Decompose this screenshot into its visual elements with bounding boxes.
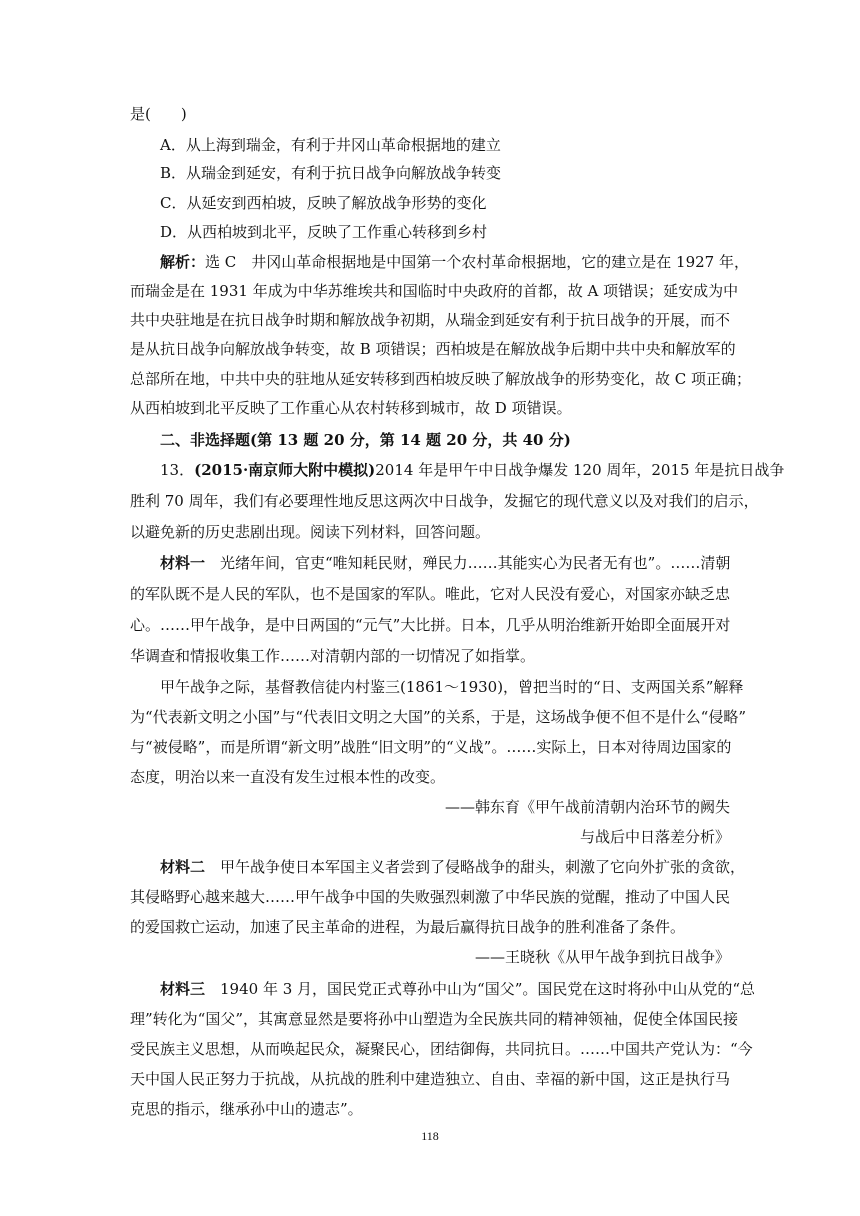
material3-line: 克思的指示，继承孙中山的遗志”。 (130, 1100, 363, 1118)
analysis-line: 总部所在地，中共中央的驻地从延安转移到西柏坡反映了解放战争的形势变化，故 C 项正确； (130, 370, 752, 388)
material3-label: 材料三 (160, 980, 206, 998)
option-d: D．从西柏坡到北平，反映了工作重心转移到乡村 (160, 223, 488, 241)
question13-intro-line: 胜利 70 周年，我们有必要理性地反思这两次中日战争，发掘它的现代意义以及对我们的启示， (130, 492, 759, 510)
analysis-text: 选 C 井冈山革命根据地是中国第一个农村革命根据地，它的建立是在 1927 年， (205, 253, 749, 271)
material1-para2-first: 甲午战争之际，基督教信徒内村鉴三(1861～1930)，曾把当时的“日、支两国关系”解释 (160, 678, 744, 696)
material2-line: 的爱国救亡运动，加速了民主革命的进程，为最后赢得抗日战争的胜利准备了条件。 (130, 918, 686, 936)
analysis-line: 共中央驻地是在抗日战争时期和解放战争初期，从瑞金到延安有利于抗日战争的开展，而不 (130, 311, 731, 329)
option-a: A．从上海到瑞金，有利于井冈山革命根据地的建立 (160, 136, 501, 154)
material2-text: 甲午战争使日本军国主义者尝到了侵略战争的甜头，刺激了它向外扩张的贪欲， (205, 858, 746, 876)
material2-line: 其侵略野心越来越大……甲午战争中国的失败强烈刺激了中华民族的觉醒，推动了中国人民 (130, 888, 731, 906)
material1-citation: 与战后中日落差分析》 (579, 828, 730, 846)
material3-line: 受民族主义思想，从而唤起民众，凝聚民心，团结御侮，共同抗日。……中国共产党认为：“今 (130, 1040, 753, 1058)
material1-citation: ——韩东育《甲午战前清朝内治环节的阙失 (444, 798, 730, 816)
question13-intro-line: 以避免新的历史悲剧出现。阅读下列材料，回答问题。 (130, 523, 491, 541)
material2-first-line (160, 857, 746, 877)
material3-line: 理”转化为“国父”，其寓意显然是要将孙中山塑造为全民族共同的精神领袖，促使全体国民接 (130, 1010, 739, 1028)
material1-para2-line: 与“被侵略”，而是所谓“新文明”战胜“旧文明”的“义战”。……实际上，日本对待周边国家的 (130, 738, 732, 756)
material1-label: 材料一 (160, 554, 206, 572)
question13-number: 13． (160, 461, 195, 479)
material1-first-line (160, 553, 730, 573)
material1-text: 光绪年间，官吏“唯知耗民财，殚民力……其能实心为民者无有也”。……清朝 (205, 554, 731, 572)
option-b: B．从瑞金到延安，有利于抗日战争向解放战争转变 (160, 164, 502, 182)
question13-intro-text: 2014 年是甲午中日战争爆发 120 周年，2015 年是抗日战争 (375, 461, 785, 479)
material3-text: 1940 年 3 月，国民党正式尊孙中山为“国父”。国民党在这时将孙中山从党的“总 (205, 980, 756, 998)
question-stem-tail: 是( ) (130, 105, 187, 123)
analysis-label: 解析： (160, 253, 206, 271)
analysis-line: 是从抗日战争向解放战争转变，故 B 项错误；西柏坡是在解放战争后期中共中央和解放军的 (130, 340, 736, 358)
material1-line: 华调查和情报收集工作……对清朝内部的一切情况了如指掌。 (130, 647, 536, 665)
question13-intro (160, 460, 785, 480)
material3-line: 天中国人民正努力于抗战，从抗战的胜利中建造独立、自由、幸福的新中国，这正是执行马 (130, 1070, 731, 1088)
material1-line: 的军队既不是人民的军队，也不是国家的军队。唯此，它对人民没有爱心，对国家亦缺乏忠 (130, 585, 731, 603)
material1-para2-line: 为“代表新文明之小国”与“代表旧文明之大国”的关系，于是，这场战争便不但不是什么“侵略” (130, 708, 747, 726)
material1-para2-line: 态度，明治以来一直没有发生过根本性的改变。 (130, 768, 446, 786)
question13-source: (2015·南京师大附中模拟) (194, 461, 376, 479)
material1-line: 心。……甲午战争，是中日两国的“元气”大比拼。日本，几乎从明治维新开始即全面展开对 (130, 616, 731, 634)
section-heading: 二、非选择题(第 13 题 20 分，第 14 题 20 分，共 40 分) (160, 431, 571, 449)
material3-first-line (160, 979, 756, 999)
analysis-line: 从西柏坡到北平反映了工作重心从农村转移到城市，故 D 项错误。 (130, 399, 572, 417)
analysis-line (160, 252, 749, 272)
page-number: 118 (421, 1129, 439, 1143)
option-c: C．从延安到西柏坡，反映了解放战争形势的变化 (160, 194, 487, 212)
material2-citation: ——王晓秋《从甲午战争到抗日战争》 (474, 948, 730, 966)
material2-label: 材料二 (160, 858, 206, 876)
analysis-line: 而瑞金是在 1931 年成为中华苏维埃共和国临时中央政府的首都，故 A 项错误；延安成为中 (130, 282, 739, 300)
